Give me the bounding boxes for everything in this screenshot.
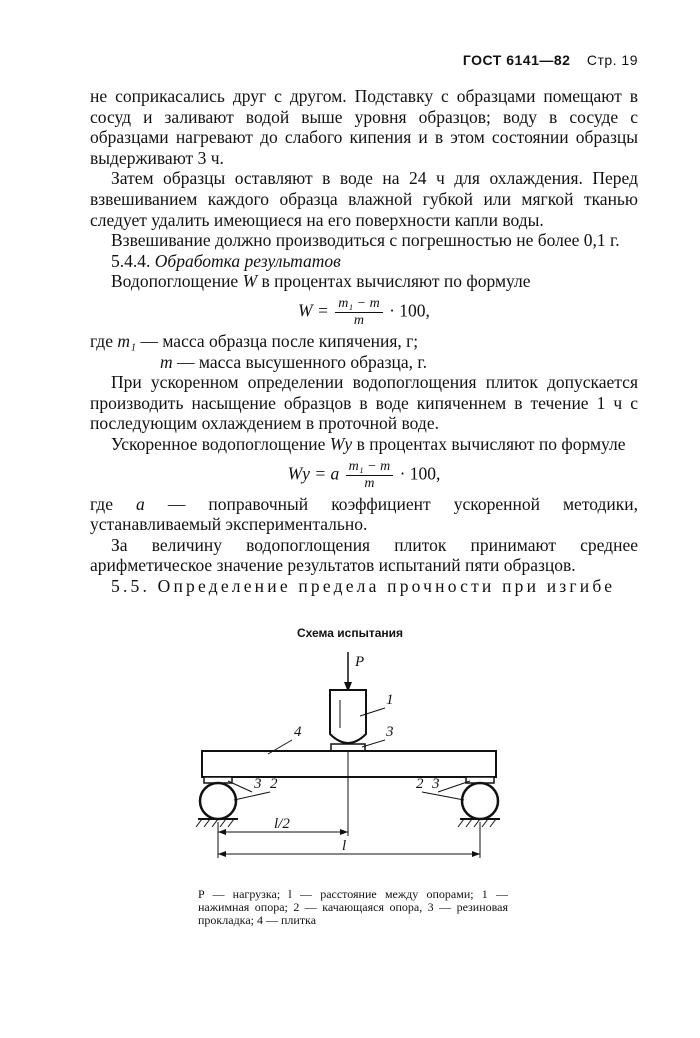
paragraph-2: Затем образцы оставляют в воде на 24 ч для охлаждения. Перед взвешиванием каждого образца влажной губкой или мягкой тканью следует удалить имеющиеся на его поверхности капли воды. (90, 168, 638, 230)
dim-half-arrow-left (218, 829, 226, 835)
paragraph-6 (90, 434, 638, 455)
figure-legend (198, 888, 508, 927)
figure-caption: Схема испытания (296, 626, 403, 640)
p4-post: в процентах вычисляют по формуле (261, 271, 531, 292)
formula2-tail: · 100, (399, 463, 441, 484)
label-1: 1 (386, 692, 394, 708)
label-3-right: 3 (432, 776, 440, 792)
dim-half-arrow-right (340, 829, 348, 835)
where1-text: — масса образца после кипячения, г; (140, 330, 419, 351)
section-5-4-4-heading (90, 251, 638, 272)
where-m (90, 352, 638, 373)
where2-var: m (160, 351, 173, 372)
formula2-denominator: m (364, 475, 375, 491)
label-P: P (355, 654, 365, 670)
p4-pre: Водопоглощение (111, 271, 239, 292)
body-text (90, 86, 638, 596)
label-2-right: 2 (416, 776, 424, 792)
paragraph-3: Взвешивание должно производиться с погрешностью не более 0,1 г. (111, 230, 620, 251)
paragraph-1: не соприкасались друг с другом. Подставку с образцами помещают в сосуд и заливают водой выше уровня образцов; воду в сосуде с образцами нагревают до слабого кипения и в этом состоянии образцы выдерживают 3 ч. (90, 86, 638, 168)
dim-full-arrow-right (472, 851, 480, 857)
p6-pre: Ускоренное водопоглощение (111, 433, 326, 454)
label-4: 4 (294, 724, 302, 740)
where3-var: a (136, 493, 145, 514)
where1-pre: где (90, 330, 113, 351)
page-number: Стр. 19 (586, 52, 638, 68)
formula1-tail: · 100, (389, 300, 430, 321)
section-number: 5.4.4. (111, 250, 151, 271)
formula2-numerator: m₁ − m (346, 459, 394, 476)
formula1-fraction (335, 296, 383, 329)
p4-var: W (242, 271, 258, 292)
formula1-numerator: m₁ − m (335, 296, 383, 313)
pressing-support (330, 690, 366, 743)
label-l: l (342, 838, 347, 854)
formula1-denominator: m (353, 312, 365, 328)
where1-var: m₁ (117, 330, 137, 351)
formula-water-absorption (90, 296, 638, 329)
right-ground-hatch (458, 819, 496, 827)
rubber-pad-top (331, 744, 365, 751)
left-rocking-support (200, 783, 236, 819)
label-2-left: 2 (270, 776, 278, 792)
where-a (90, 494, 638, 535)
formula2-lhs: Wу = a (287, 463, 340, 484)
where3-pre: где (90, 493, 113, 514)
where2-text: — масса высушенного образца, г. (177, 351, 427, 372)
left-ground-hatch (196, 819, 234, 827)
formula2-fraction (346, 459, 394, 492)
paragraph-4 (90, 271, 638, 292)
test-scheme-figure (190, 648, 510, 878)
right-rocking-support (462, 783, 498, 819)
section-title: Обработка результатов (154, 250, 341, 271)
p6-var: Wу (329, 433, 353, 454)
legend-text: P — нагрузка; l — расстояние между опорами; 1 — нажимная опора; 2 — качающаяся опора, 3 — резиновая прокладка; 4 — плитка (198, 887, 508, 927)
formula1-lhs: W = (298, 300, 329, 321)
section-5-5-heading: 5.5. Определение предела прочности при изгибе (111, 575, 616, 596)
where-m1 (90, 331, 638, 352)
dim-full-arrow-left (218, 851, 226, 857)
formula-accelerated-absorption (90, 459, 638, 492)
paragraph-5: При ускоренном определении водопоглощения плиток допускается производить насыщение образцов в воде кипяченнем в течение 1 ч с последующим охлаждением в проточной воде. (90, 372, 638, 434)
paragraph-7: За величину водопоглощения плиток принимают среднее арифметическое значение результатов испытаний пяти образцов. (90, 534, 638, 576)
standard-number: ГОСТ 6141—82 (462, 52, 571, 68)
label-3-left: 3 (254, 776, 262, 792)
page-header (463, 52, 638, 68)
leader-2-left (234, 792, 270, 800)
p6-post: в процентах вычисляют по формуле (356, 433, 626, 454)
where3-text: — поправочный коэффициент ускоренной методики, устанавливаемый экспериментально. (90, 493, 639, 535)
label-half-l: l/2 (274, 816, 290, 832)
label-3-top: 3 (386, 724, 394, 740)
leader-2-right (422, 792, 464, 800)
tile (202, 751, 496, 777)
